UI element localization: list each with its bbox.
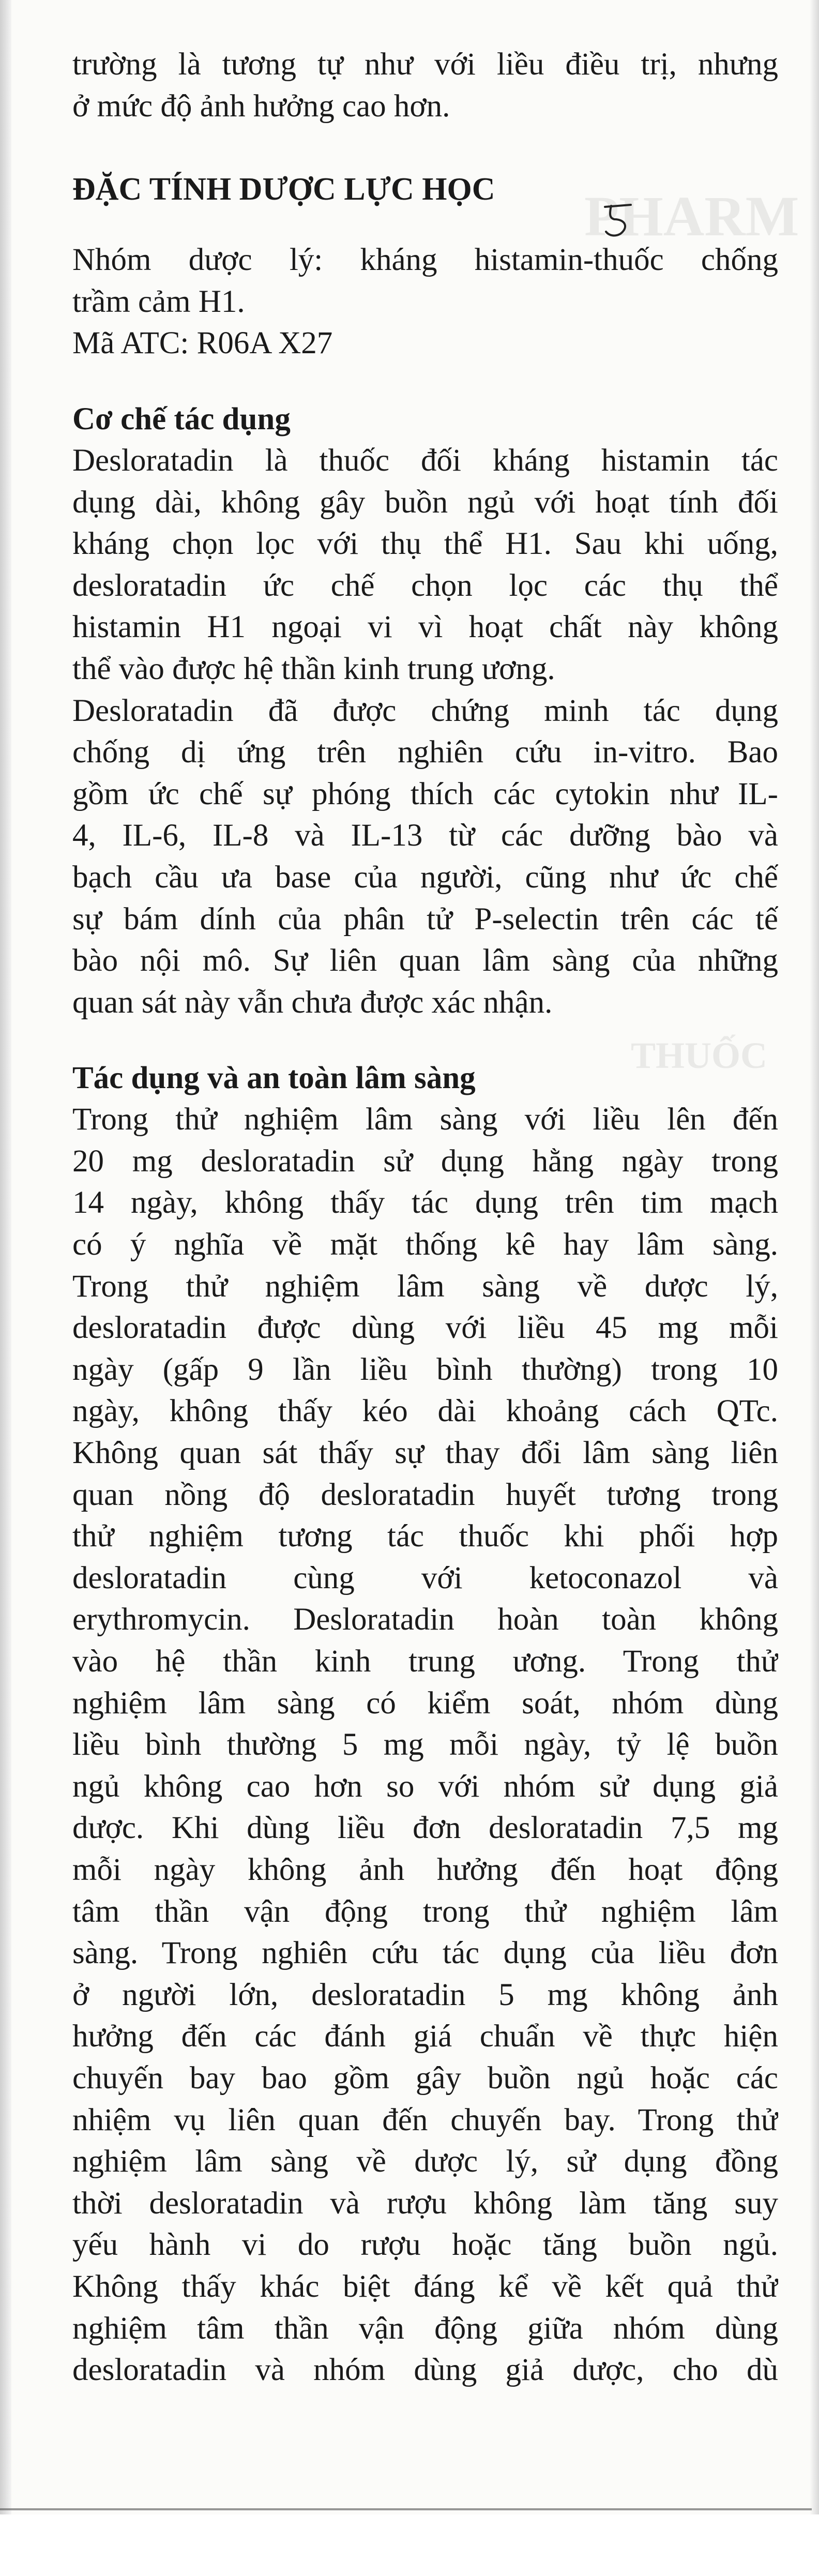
text-line: Không thấy khác biệt đáng kể về kết quả thử [72,2269,778,2304]
text-line: quan nồng độ desloratadin huyết tương trong [72,1477,778,1512]
text-line: 14 ngày, không thấy tác dụng trên tim mạch [72,1185,778,1221]
text-line: chuyến bay bao gồm gây buồn ngủ hoặc các [72,2060,778,2096]
text-line: ở người lớn, desloratadin 5 mg không ảnh [72,1977,778,2012]
section-heading-pharmacodynamics: ĐẶC TÍNH DƯỢC LỰC HỌC [72,172,495,207]
text-line: nghiệm tâm thần vận động giữa nhóm dùng [72,2311,778,2346]
text-line: chống dị ứng trên nghiên cứu in-vitro. Bao [72,735,778,770]
text-line: Nhóm dược lý: kháng histamin-thuốc chống [72,243,778,278]
text-line: gồm ức chế sự phóng thích các cytokin như IL- [72,776,778,811]
text-line: 20 mg desloratadin sử dụng hằng ngày trong [72,1143,778,1179]
text-line: trầm cảm H1. [72,284,245,319]
text-line: hưởng đến các đánh giá chuẩn về thực hiện [72,2019,778,2054]
text-line: nghiệm lâm sàng có kiểm soát, nhóm dùng [72,1685,778,1721]
text-line: desloratadin được dùng với liều 45 mg mỗi [72,1310,778,1346]
bleed-through-text: PHARM [584,185,799,248]
text-line: thể vào được hệ thần kinh trung ương. [72,651,555,686]
text-line: kháng chọn lọc với thụ thể H1. Sau khi uống, [72,526,778,562]
text-line: yếu hành vi do rượu hoặc tăng buồn ngủ. [72,2227,778,2263]
text-line: ngày, không thấy kéo dài khoảng cách QTc. [72,1394,778,1429]
text-line: desloratadin ức chế chọn lọc các thụ thể [72,568,778,603]
text-line: 4, IL-6, IL-8 và IL-13 từ các dưỡng bào và [72,818,778,853]
text-line: histamin H1 ngoại vi vì hoạt chất này không [72,610,778,645]
scan-margin [0,2514,819,2576]
pharmacology-group-paragraph [72,239,778,365]
text-line: Không quan sát thấy sự thay đổi lâm sàng liên [72,1436,778,1471]
mechanism-paragraph [72,440,778,1023]
subheading-mechanism: Cơ chế tác dụng [72,401,291,436]
text-line: tâm thần vận động trong thử nghiệm lâm [72,1894,778,1929]
text-line: sàng. Trong nghiên cứu tác dụng của liều đơn [72,1936,778,1971]
text-line: sự bám dính của phân tử P-selectin trên các tế [72,901,778,937]
text-line: Trong thử nghiệm lâm sàng về dược lý, [72,1269,778,1304]
text-line: thời desloratadin và rượu không làm tăng suy [72,2186,778,2221]
document-body [72,44,778,2391]
text-line: Desloratadin là thuốc đối kháng histamin tác [72,443,778,478]
text-line: nhiệm vụ liên quan đến chuyến bay. Trong thử [72,2102,778,2137]
text-line: ngày (gấp 9 lần liều bình thường) trong 10 [72,1352,778,1387]
subheading-clinical-efficacy-safety: Tác dụng và an toàn lâm sàng [72,1061,476,1096]
text-line: trường là tương tự như với liều điều trị, nhưng [72,47,778,82]
text-line: vào hệ thần kinh trung ương. Trong thử [72,1644,778,1679]
text-line: desloratadin cùng với ketoconazol và [72,1560,778,1595]
text-line: liều bình thường 5 mg mỗi ngày, tỷ lệ buồn [72,1727,778,1762]
clinical-paragraph [72,1099,778,2391]
text-line: erythromycin. Desloratadin hoàn toàn không [72,1602,778,1637]
text-line: thử nghiệm tương tác thuốc khi phối hợp [72,1519,778,1554]
bleed-through-text: THUỐC [631,1035,768,1076]
text-line: dược. Khi dùng liều đơn desloratadin 7,5 mg [72,1811,778,1846]
text-line: mỗi ngày không ảnh hưởng đến hoạt động [72,1852,778,1887]
text-line: ngủ không cao hơn so với nhóm sử dụng giả [72,1769,778,1804]
text-line: bào nội mô. Sự liên quan lâm sàng của những [72,943,778,978]
text-line: dụng dài, không gây buồn ngủ với hoạt tính đối [72,485,778,520]
text-line: có ý nghĩa về mặt thống kê hay lâm sàng. [72,1227,778,1262]
text-line: ở mức độ ảnh hưởng cao hơn. [72,88,450,124]
atc-code-line: Mã ATC: R06A X27 [72,326,333,361]
text-line: nghiệm lâm sàng về dược lý, sử dụng đồng [72,2144,778,2179]
page-right-shadow [810,0,819,2576]
text-line: quan sát này vẫn chưa được xác nhận. [72,985,553,1020]
text-line: bạch cầu ưa base của người, cũng như ức chế [72,860,778,895]
page-left-shadow [0,0,11,2576]
text-line: Desloratadin đã được chứng minh tác dụng [72,693,778,728]
page-bottom-edge [0,2508,812,2510]
text-line: Trong thử nghiệm lâm sàng với liều lên đến [72,1102,778,1137]
text-line: desloratadin và nhóm dùng giả dược, cho dù [72,2353,778,2388]
intro-paragraph [72,44,778,127]
